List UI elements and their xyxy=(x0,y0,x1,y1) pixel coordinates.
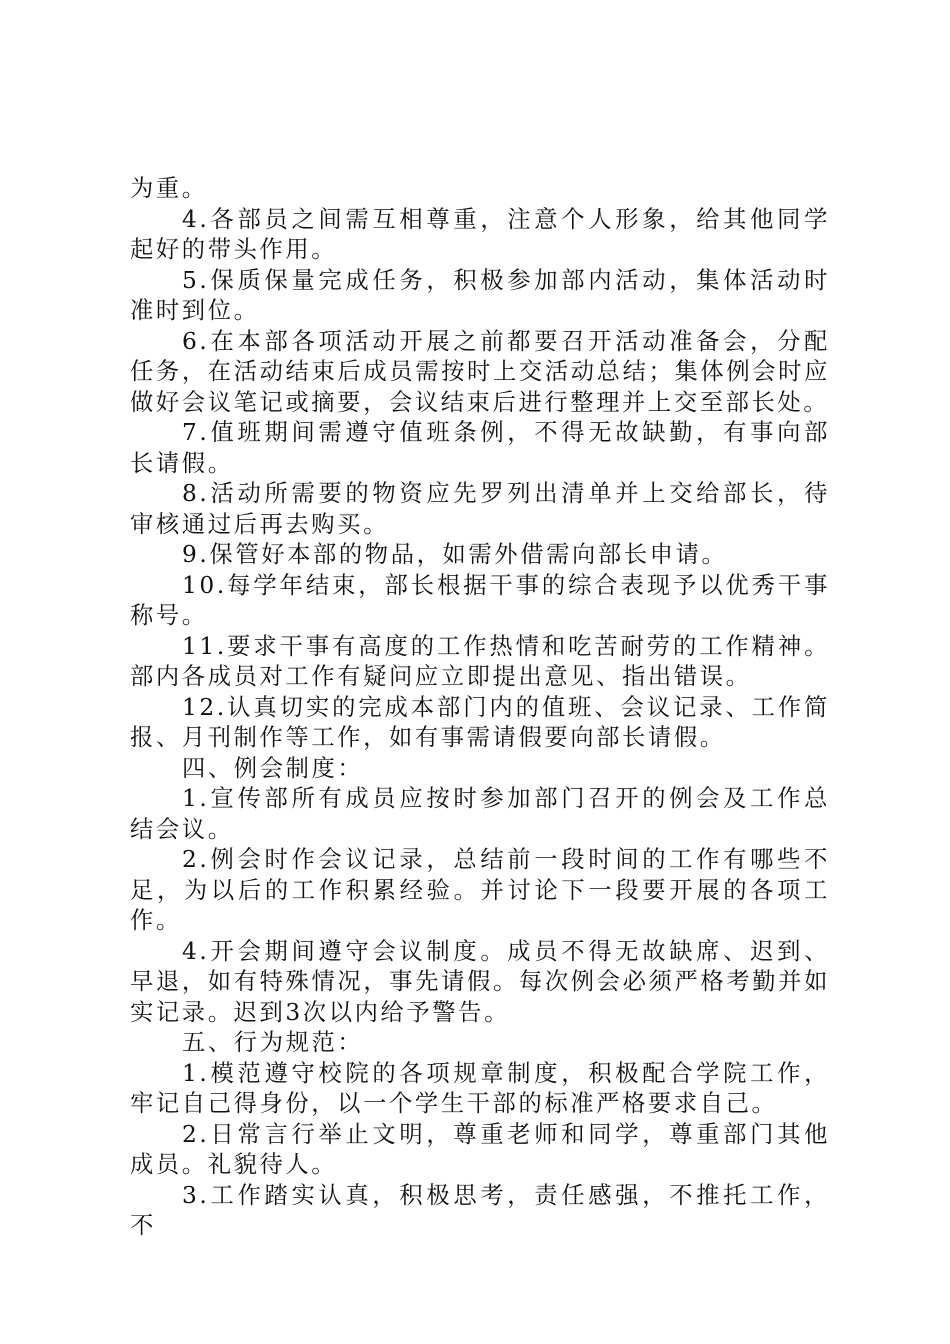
paragraph-16: 1.模范遵守校院的各项规章制度，积极配合学院工作，牢记自己得身份，以一个学生干部的标准严格要求自己。 xyxy=(130,1059,830,1117)
paragraph-4: 6.在本部各项活动开展之前都要召开活动准备会，分配任务，在活动结束后成员需按时上交活动总结；集体例会时应做好会议笔记或摘要，会议结束后进行整理并上交至部长处。 xyxy=(130,327,830,416)
paragraph-3: 5.保质保量完成任务，积极参加部内活动，集体活动时准时到位。 xyxy=(130,266,830,324)
paragraph-10: 12.认真切实的完成本部门内的值班、会议记录、工作简报、月刊制作等工作，如有事需请假要向部长请假。 xyxy=(130,693,830,751)
paragraph-5: 7.值班期间需遵守值班条例，不得无故缺勤，有事向部长请假。 xyxy=(130,419,830,477)
paragraph-8: 10.每学年结束，部长根据干事的综合表现予以优秀干事称号。 xyxy=(130,571,830,629)
paragraph-7: 9.保管好本部的物品，如需外借需向部长申请。 xyxy=(182,541,728,568)
paragraph-17: 2.日常言行举止文明，尊重老师和同学，尊重部门其他成员。礼貌待人。 xyxy=(130,1120,830,1178)
paragraph-12: 1.宣传部所有成员应按时参加部门召开的例会及工作总结会议。 xyxy=(130,785,830,843)
paragraph-2: 4.各部员之间需互相尊重，注意个人形象，给其他同学起好的带头作用。 xyxy=(130,205,830,263)
paragraph-6: 8.活动所需要的物资应先罗列出清单并上交给部长，待审核通过后再去购买。 xyxy=(130,480,830,538)
paragraph-13: 2.例会时作会议记录，总结前一段时间的工作有哪些不足，为以后的工作积累经验。并讨论下一段要开展的各项工作。 xyxy=(130,846,830,934)
paragraph-9: 11.要求干事有高度的工作热情和吃苦耐劳的工作精神。部内各成员对工作有疑问应立即提出意见、指出错误。 xyxy=(130,632,830,690)
paragraph-1: 为重。 xyxy=(130,175,208,202)
paragraph-14: 4.开会期间遵守会议制度。成员不得无故缺席、迟到、早退，如有特殊情况，事先请假。每次例会必须严格考勤并如实记录。迟到3次以内给予警告。 xyxy=(130,937,830,1026)
paragraph-18: 3.工作踏实认真，积极思考，责任感强，不推托工作，不 xyxy=(130,1181,830,1239)
section-heading-meeting-rules: 四、例会制度： xyxy=(182,754,364,782)
section-heading-conduct: 五、行为规范： xyxy=(182,1029,364,1056)
document-body xyxy=(130,174,830,1242)
